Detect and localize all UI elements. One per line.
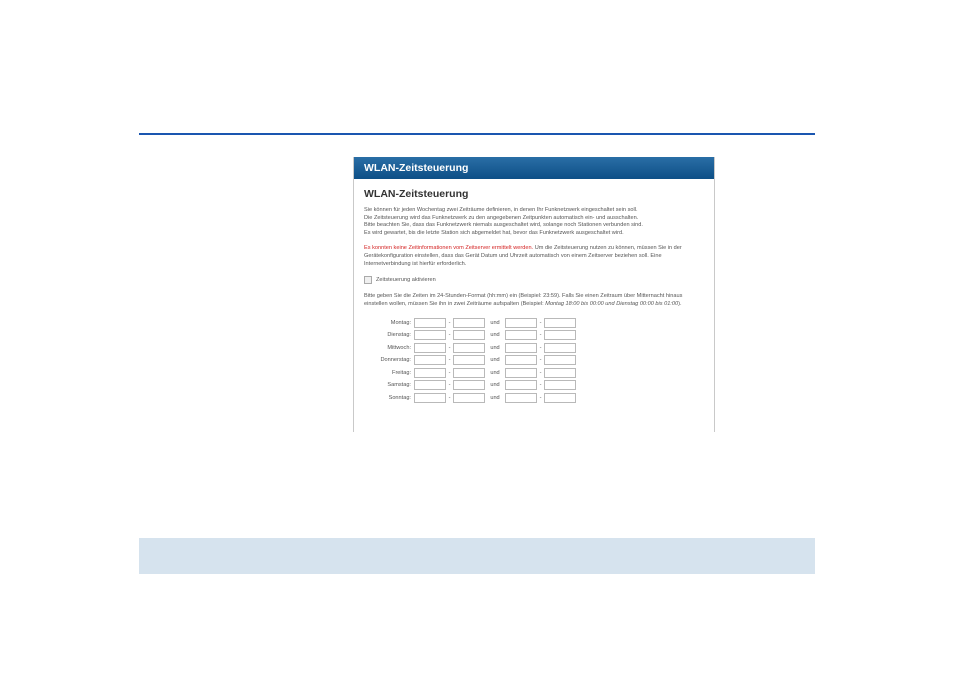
instructions-text: Bitte geben Sie die Zeiten im 24-Stunden-Format (hh:mm) ein (Beispiel: 23:59). Falls Sie einen Zeitraum über Mitternacht hinaus einstellen wollen, müssen Sie ihn in zwei Zeiträume aufspalten (Beispiel:	[364, 293, 683, 307]
day-label: Mittwoch:	[387, 344, 411, 351]
weekly-schedule	[364, 316, 704, 404]
range-dash: -	[539, 319, 542, 326]
wlan-time-control-panel	[353, 157, 715, 432]
error-message: Es konnten keine Zeitinformationen vom Zeitserver ermittelt werden.	[364, 245, 534, 252]
range-dash: -	[539, 382, 542, 389]
and-label: und	[490, 357, 500, 364]
period1-start-input[interactable]	[414, 318, 446, 328]
period2-end-input[interactable]	[544, 355, 576, 365]
period1-end-input[interactable]	[453, 380, 485, 390]
schedule-row-saturday	[364, 379, 704, 392]
range-dash: -	[448, 344, 451, 351]
range-dash: -	[448, 319, 451, 326]
section-heading: WLAN-Zeitsteuerung	[364, 188, 469, 200]
period2-start-input[interactable]	[505, 368, 537, 378]
and-label: und	[490, 344, 500, 351]
period1-start-input[interactable]	[414, 368, 446, 378]
panel-body	[354, 179, 714, 404]
range-dash: -	[539, 394, 542, 401]
schedule-row-friday	[364, 366, 704, 379]
schedule-row-sunday	[364, 391, 704, 404]
day-label: Dienstag:	[387, 332, 411, 339]
and-label: und	[490, 319, 500, 326]
schedule-row-monday	[364, 316, 704, 329]
period2-end-input[interactable]	[544, 380, 576, 390]
period2-start-input[interactable]	[505, 355, 537, 365]
period2-end-input[interactable]	[544, 393, 576, 403]
panel-header: WLAN-Zeitsteuerung	[354, 157, 714, 179]
schedule-row-tuesday	[364, 329, 704, 342]
range-dash: -	[539, 369, 542, 376]
and-label: und	[490, 369, 500, 376]
period1-end-input[interactable]	[453, 318, 485, 328]
day-label: Freitag:	[392, 369, 411, 376]
enable-time-control-checkbox[interactable]	[364, 276, 372, 284]
period1-start-input[interactable]	[414, 343, 446, 353]
period2-end-input[interactable]	[544, 330, 576, 340]
period1-end-input[interactable]	[453, 393, 485, 403]
period2-end-input[interactable]	[544, 318, 576, 328]
schedule-row-wednesday	[364, 341, 704, 354]
footer-band	[139, 538, 815, 574]
day-label: Montag:	[390, 319, 411, 326]
range-dash: -	[448, 357, 451, 364]
intro-line: Es wird gewartet, bis die letzte Station sich abgemeldet hat, bevor das Funknetzwerk ausgeschaltet wird.	[364, 229, 624, 236]
schedule-row-thursday	[364, 354, 704, 367]
error-followup: Um die Zeitsteuerung nutzen zu können, müssen Sie in der Gerätekonfiguration einstellen, dass das Gerät Datum und Uhrzeit automatisch von einem Zeitserver beziehen soll. Eine Internetverbindung ist hierfür erforderlich.	[364, 245, 682, 267]
range-dash: -	[448, 394, 451, 401]
period1-start-input[interactable]	[414, 393, 446, 403]
and-label: und	[490, 332, 500, 339]
period2-end-input[interactable]	[544, 368, 576, 378]
instructions-example: Montag 18:00 bis 00:00 und Dienstag 00:00 bis 01:00	[545, 300, 679, 307]
period2-start-input[interactable]	[505, 330, 537, 340]
format-instructions	[364, 293, 704, 308]
intro-line: Sie können für jeden Wochentag zwei Zeiträume definieren, in denen Ihr Funknetzwerk eingeschaltet sein soll.	[364, 207, 638, 213]
intro-line: Die Zeitsteuerung wird das Funknetzwerk zu den angegebenen Zeitpunkten automatisch ein- und ausschalten.	[364, 214, 639, 221]
enable-time-control-label[interactable]: Zeitsteuerung aktivieren	[376, 277, 436, 284]
range-dash: -	[539, 357, 542, 364]
period1-start-input[interactable]	[414, 380, 446, 390]
range-dash: -	[448, 332, 451, 339]
period1-start-input[interactable]	[414, 330, 446, 340]
day-label: Donnerstag:	[380, 357, 411, 364]
period2-start-input[interactable]	[505, 393, 537, 403]
period1-end-input[interactable]	[453, 343, 485, 353]
top-divider-line	[139, 133, 815, 135]
range-dash: -	[448, 369, 451, 376]
period2-start-input[interactable]	[505, 318, 537, 328]
timeserver-notice	[364, 245, 704, 268]
period2-start-input[interactable]	[505, 380, 537, 390]
range-dash: -	[448, 382, 451, 389]
period1-start-input[interactable]	[414, 355, 446, 365]
intro-text	[364, 207, 704, 237]
instructions-end: ).	[678, 300, 682, 307]
and-label: und	[490, 382, 500, 389]
period2-end-input[interactable]	[544, 343, 576, 353]
period2-start-input[interactable]	[505, 343, 537, 353]
and-label: und	[490, 394, 500, 401]
day-label: Sonntag:	[388, 394, 411, 401]
period1-end-input[interactable]	[453, 355, 485, 365]
intro-line: Bitte beachten Sie, dass das Funknetzwerk niemals ausgeschaltet wird, solange noch Stationen verbunden sind.	[364, 222, 643, 229]
day-label: Samstag:	[387, 382, 411, 389]
range-dash: -	[539, 344, 542, 351]
enable-row	[364, 276, 704, 284]
range-dash: -	[539, 332, 542, 339]
period1-end-input[interactable]	[453, 330, 485, 340]
period1-end-input[interactable]	[453, 368, 485, 378]
